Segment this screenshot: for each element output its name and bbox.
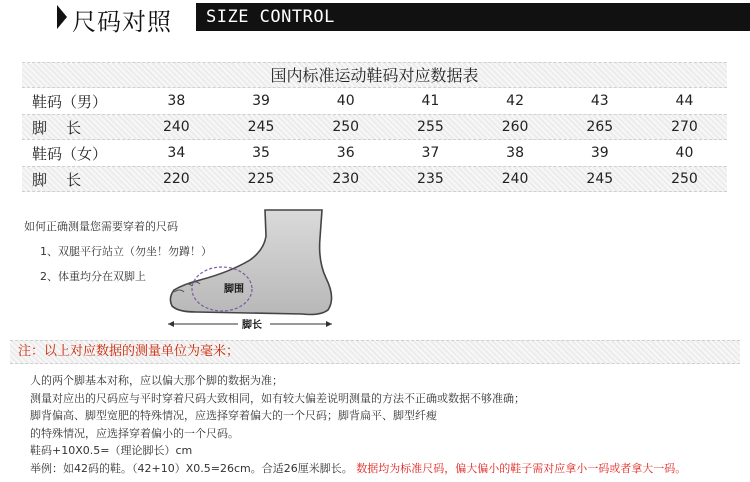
note-line-4: 的特殊情况，应选择穿着偏小的一个尺码。 (30, 426, 239, 440)
foot-measure-diagram (160, 206, 350, 336)
table-cell: 250 (671, 171, 698, 187)
table-row (22, 166, 727, 192)
table-cell: 43 (590, 93, 609, 109)
note-line-1: 人的两个脚基本对称，应以偏大那个脚的数据为准； (30, 374, 283, 387)
table-row (22, 114, 727, 140)
table-cell: 240 (501, 171, 529, 187)
table-cell: 39 (252, 93, 270, 109)
table-cell: 37 (421, 145, 440, 161)
table-cell: 38 (506, 145, 524, 161)
table-title: 国内标准运动鞋码对应数据表 (22, 62, 727, 88)
table-cell: 240 (162, 119, 190, 135)
table-row (22, 88, 727, 114)
table-cell: 245 (586, 171, 614, 187)
arrow-icon (57, 5, 67, 29)
note-line-2: 测量对应出的尺码应与平时穿着尺码大致相同，如有较大偏差说明测量的方法不正确或数据不够准确； (30, 391, 525, 405)
table-cell: 220 (162, 171, 190, 187)
howto-title: 如何正确测量您需要穿着的尺码 (24, 220, 178, 233)
howto-step-2: 2、体重均分在双脚上 (40, 270, 146, 283)
row-label: 脚 长 (32, 170, 82, 189)
table-cell: 245 (247, 119, 275, 135)
row-label: 鞋码（女） (32, 144, 108, 163)
note-line-3: 脚背偏高、脚型宽肥的特殊情况，应选择穿着偏大的一个尺码；脚背扁平、脚型纤瘦 (30, 409, 437, 422)
unit-note: 注：以上对应数据的测量单位为毫米； (10, 340, 740, 364)
section-header (0, 0, 750, 34)
table-cell: 40 (675, 145, 694, 161)
table-cell: 41 (421, 93, 440, 109)
table-cell: 40 (336, 93, 355, 109)
table-cell: 34 (167, 145, 186, 161)
table-cell: 36 (336, 145, 355, 161)
table-cell: 235 (417, 171, 444, 187)
table-row (22, 140, 727, 166)
table-cell: 230 (332, 171, 360, 187)
howto-step-1: 1、双腿平行站立（勿坐！勿蹲！） (40, 245, 212, 258)
table-cell: 35 (252, 145, 270, 161)
table-cell: 260 (501, 119, 529, 135)
table-cell: 39 (590, 145, 609, 161)
table-cell: 250 (332, 119, 360, 135)
girth-label: 脚围 (224, 284, 244, 295)
row-label: 鞋码（男） (32, 92, 108, 111)
section-title-cn: 尺码对照 (72, 8, 172, 36)
table-cell: 38 (167, 93, 186, 109)
table-cell: 265 (586, 119, 614, 135)
example-text: 举例：如42码的鞋。（42+10）X0.5=26cm。合适26厘米脚长。 (30, 461, 353, 475)
length-label: 脚长 (242, 320, 262, 331)
standard-size-warning: 数据均为标准尺码，偏大偏小的鞋子需对应拿小一码或者拿大一码。 (356, 461, 687, 475)
note-line-5: 鞋码+10X0.5=（理论脚长）cm (30, 444, 193, 457)
note-line-6 (30, 460, 686, 478)
table-cell: 225 (247, 171, 275, 187)
table-cell: 270 (671, 119, 698, 135)
table-cell: 42 (506, 93, 524, 109)
section-title-en: SIZE CONTROL (196, 3, 750, 31)
row-label: 脚 长 (32, 118, 82, 137)
table-cell: 255 (417, 119, 444, 135)
table-cell: 44 (675, 93, 694, 109)
size-table (22, 62, 727, 192)
notes-block (30, 372, 686, 477)
